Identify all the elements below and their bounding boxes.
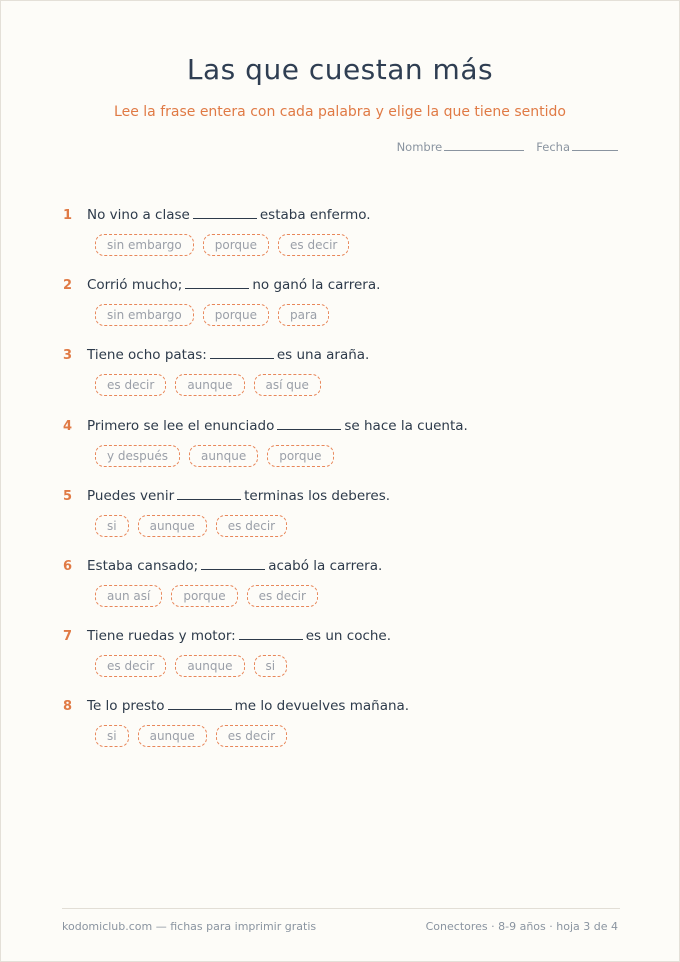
option-chip[interactable]: porque (267, 445, 333, 467)
option-chip[interactable]: para (278, 304, 329, 326)
question-list (63, 207, 623, 769)
question-item (63, 488, 623, 558)
question-text-before: Puedes venir (87, 487, 175, 504)
question-text-after: se hace la cuenta. (344, 417, 468, 434)
option-chip[interactable]: porque (203, 304, 269, 326)
name-line (444, 149, 524, 151)
question-number: 8 (63, 699, 73, 715)
footer-page-info: Conectores · 8-9 años · hoja 3 de 4 (425, 920, 618, 933)
date-field[interactable] (536, 140, 618, 154)
option-chip[interactable]: si (254, 655, 288, 677)
option-chip[interactable]: porque (171, 585, 237, 607)
answer-blank[interactable] (177, 498, 241, 500)
option-chip[interactable]: aunque (138, 515, 207, 537)
answer-blank[interactable] (193, 217, 257, 219)
answer-blank[interactable] (277, 428, 341, 430)
page-title: Las que cuestan más (186, 53, 494, 86)
option-chip[interactable]: es decir (247, 585, 318, 607)
question-item (63, 558, 623, 628)
question-item (63, 418, 623, 488)
question-item (63, 347, 623, 417)
option-chip[interactable]: es decir (95, 374, 166, 396)
option-chip[interactable]: es decir (95, 655, 166, 677)
question-text-after: me lo devuelves mañana. (234, 698, 410, 715)
question-text-before: Estaba cansado; (87, 557, 199, 574)
question-number: 7 (63, 629, 73, 645)
date-line (572, 149, 618, 151)
question-text-after: no ganó la carrera. (252, 277, 381, 294)
question-item (63, 277, 623, 347)
option-chip[interactable]: y después (95, 445, 180, 467)
name-field[interactable] (397, 140, 525, 154)
question-number: 5 (63, 488, 73, 504)
answer-blank[interactable] (185, 287, 249, 289)
answer-blank[interactable] (201, 568, 265, 570)
option-chip[interactable]: es decir (278, 234, 349, 256)
option-chip[interactable]: aunque (175, 374, 244, 396)
option-chip[interactable]: es decir (216, 725, 287, 747)
option-chip[interactable]: porque (203, 234, 269, 256)
option-chip[interactable]: aun así (95, 585, 162, 607)
question-item (63, 628, 623, 698)
option-chip[interactable]: si (95, 515, 129, 537)
question-number: 3 (63, 348, 73, 364)
question-item (63, 698, 623, 768)
question-text-before: No vino a clase (87, 207, 190, 223)
answer-blank[interactable] (210, 357, 274, 359)
answer-blank[interactable] (168, 708, 232, 710)
question-number: 2 (63, 278, 73, 294)
question-text-before: Tiene ruedas y motor: (87, 628, 236, 645)
option-chip[interactable]: así que (254, 374, 321, 396)
footer-source: kodomiclub.com — fichas para imprimir gratis (62, 920, 317, 933)
option-chip[interactable]: sin embargo (95, 234, 194, 256)
question-text-after: es una araña. (276, 347, 370, 364)
question-item (63, 207, 623, 277)
student-info (397, 140, 618, 154)
question-number: 1 (63, 208, 73, 223)
option-chip[interactable]: es decir (216, 515, 287, 537)
question-number: 4 (63, 418, 73, 434)
instructions: Lee la frase entera con cada palabra y elige la que tiene sentido (114, 104, 566, 120)
question-text-before: Corrió mucho; (87, 277, 183, 294)
question-text-after: estaba enfermo. (259, 207, 371, 223)
question-text-before: Tiene ocho patas: (87, 347, 207, 364)
option-chip[interactable]: aunque (175, 655, 244, 677)
footer-divider (62, 908, 620, 909)
question-text-after: acabó la carrera. (268, 557, 383, 574)
question-text-after: terminas los deberes. (244, 487, 391, 504)
question-text-after: es un coche. (305, 628, 392, 645)
date-label: Fecha (536, 140, 570, 154)
question-text-before: Te lo presto (87, 698, 165, 715)
name-label: Nombre (396, 140, 443, 154)
option-chip[interactable]: sin embargo (95, 304, 194, 326)
option-chip[interactable]: aunque (138, 725, 207, 747)
answer-blank[interactable] (239, 638, 303, 640)
option-chip[interactable]: aunque (189, 445, 258, 467)
option-chip[interactable]: si (95, 725, 129, 747)
question-text-before: Primero se lee el enunciado (87, 417, 275, 434)
question-number: 6 (63, 558, 73, 574)
